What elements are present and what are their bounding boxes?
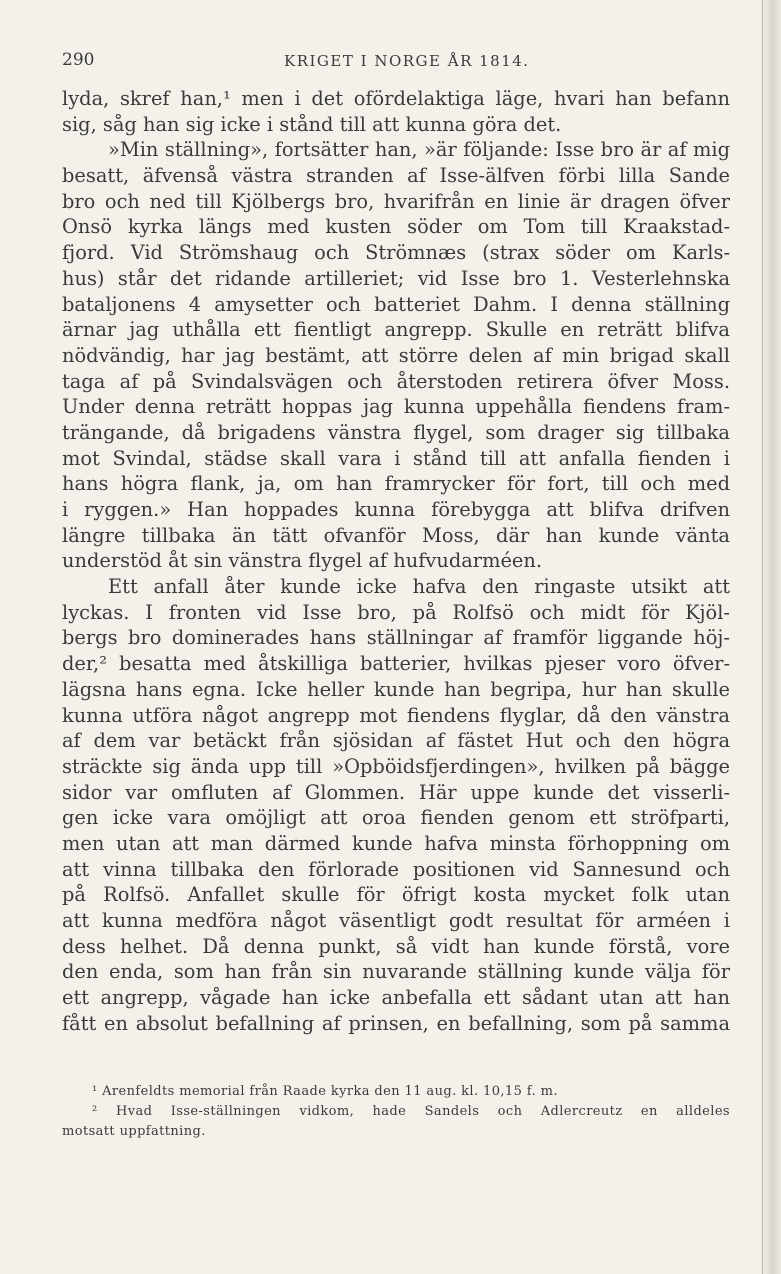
body-line: på Rolfsö. Anfallet skulle för öfrigt kosta mycket folk utan [62,883,730,907]
footnote-line: motsatt uppfattning. [62,1124,206,1139]
body-line: bro och ned till Kjölbergs bro, hvarifrån en linie är dragen öfver [62,189,730,213]
body-line: men utan att man därmed kunde hafva minsta förhoppning om [62,831,730,855]
body-line: Onsö kyrka längs med kusten söder om Tom till Kraakstad- [62,215,730,239]
body-line: hus) står det ridande artilleriet; vid Isse bro 1. Vesterlehnska [62,266,730,290]
running-title: KRIGET I NORGE ÅR 1814. [284,52,530,70]
body-line: besatt, äfvenså västra stranden af Isse-älfven förbi lilla Sande [62,164,730,188]
body-line: dess helhet. Då denna punkt, så vidt han kunde förstå, vore [62,934,730,958]
body-line: hans högra flank, ja, om han framrycker för fort, till och med [62,472,730,496]
body-line: understöd åt sin vänstra flygel af hufvudarméen. [62,549,543,573]
body-line: sidor var omfluten af Glommen. Här uppe kunde det visserli- [62,780,730,804]
body-line: Ett anfall åter kunde icke hafva den ringaste utsikt att [108,575,730,599]
body-line: kunna utföra något angrepp mot fiendens flyglar, då den vänstra [62,703,730,727]
body-line: af dem var betäckt från sjösidan af fästet Hut och den högra [62,729,730,753]
page-number: 290 [62,50,95,70]
body-line: längre tillbaka än tätt ofvanför Moss, där han kunde vänta [62,523,730,547]
body-line: sträckte sig ända upp till »Opböidsfjerdingen», hvilken på bägge [62,754,730,778]
body-line: mot Svindal, städse skall vara i stånd till att anfalla fienden i [62,446,730,470]
footnote-line: ² Hvad Isse-ställningen vidkom, hade Sandels och Adlercreutz en alldeles [92,1104,730,1119]
running-header [62,50,730,74]
body-line: bataljonens 4 amysetter och batteriet Dahm. I denna ställning [62,292,730,316]
body-line: fått en absolut befallning af prinsen, en befallning, som på samma [62,1011,730,1035]
footnote-line: ¹ Arenfeldts memorial från Raade kyrka den 11 aug. kl. 10,15 f. m. [92,1084,558,1099]
body-line: gen icke vara omöjligt att oroa fienden genom ett ströfparti, [62,806,730,830]
body-line: att kunna medföra något väsentligt godt resultat för arméen i [62,909,730,932]
body-line: den enda, som han från sin nuvarande ställning kunde välja för [62,960,730,984]
footnotes [62,1082,730,1142]
body-line: bergs bro dominerades hans ställningar af framför liggande höj- [62,626,730,650]
body-line: lägsna hans egna. Icke heller kunde han begripa, hur han skulle [62,677,730,701]
body-line: sig, såg han sig icke i stånd till att kunna göra det. [62,112,562,136]
body-line: ärnar jag uthålla ett fientligt angrepp. Skulle en reträtt blifva [62,318,730,342]
body-line: att vinna tillbaka den förlorade positionen vid Sannesund och [62,857,730,881]
body-line: lyckas. I fronten vid Isse bro, på Rolfsö och midt för Kjöl- [62,600,730,624]
body-line: »Min ställning», fortsätter han, »är följande: Isse bro är af mig [108,138,730,162]
body-text [62,86,730,1036]
body-line: taga af på Svindalsvägen och återstoden retirera öfver Moss. [62,369,730,393]
body-line: nödvändig, har jag bestämt, att större delen af min brigad skall [62,343,730,367]
body-line: lyda, skref han,¹ men i det ofördelaktiga läge, hvari han befann [62,87,730,110]
body-line: trängande, då brigadens vänstra flygel, som drager sig tillbaka [62,420,730,444]
page-edge-line [762,0,763,1274]
body-line: der,² besatta med åtskilliga batterier, hvilkas pjeser voro öfver- [62,652,730,676]
body-line: ett angrepp, vågade han icke anbefalla ett sådant utan att han [62,986,730,1010]
body-line: fjord. Vid Strömshaug och Strömnæs (strax söder om Karls- [62,241,730,265]
body-line: i ryggen.» Han hoppades kunna förebygga att blifva drifven [62,498,730,521]
body-line: Under denna reträtt hoppas jag kunna uppehålla fiendens fram- [62,395,730,419]
